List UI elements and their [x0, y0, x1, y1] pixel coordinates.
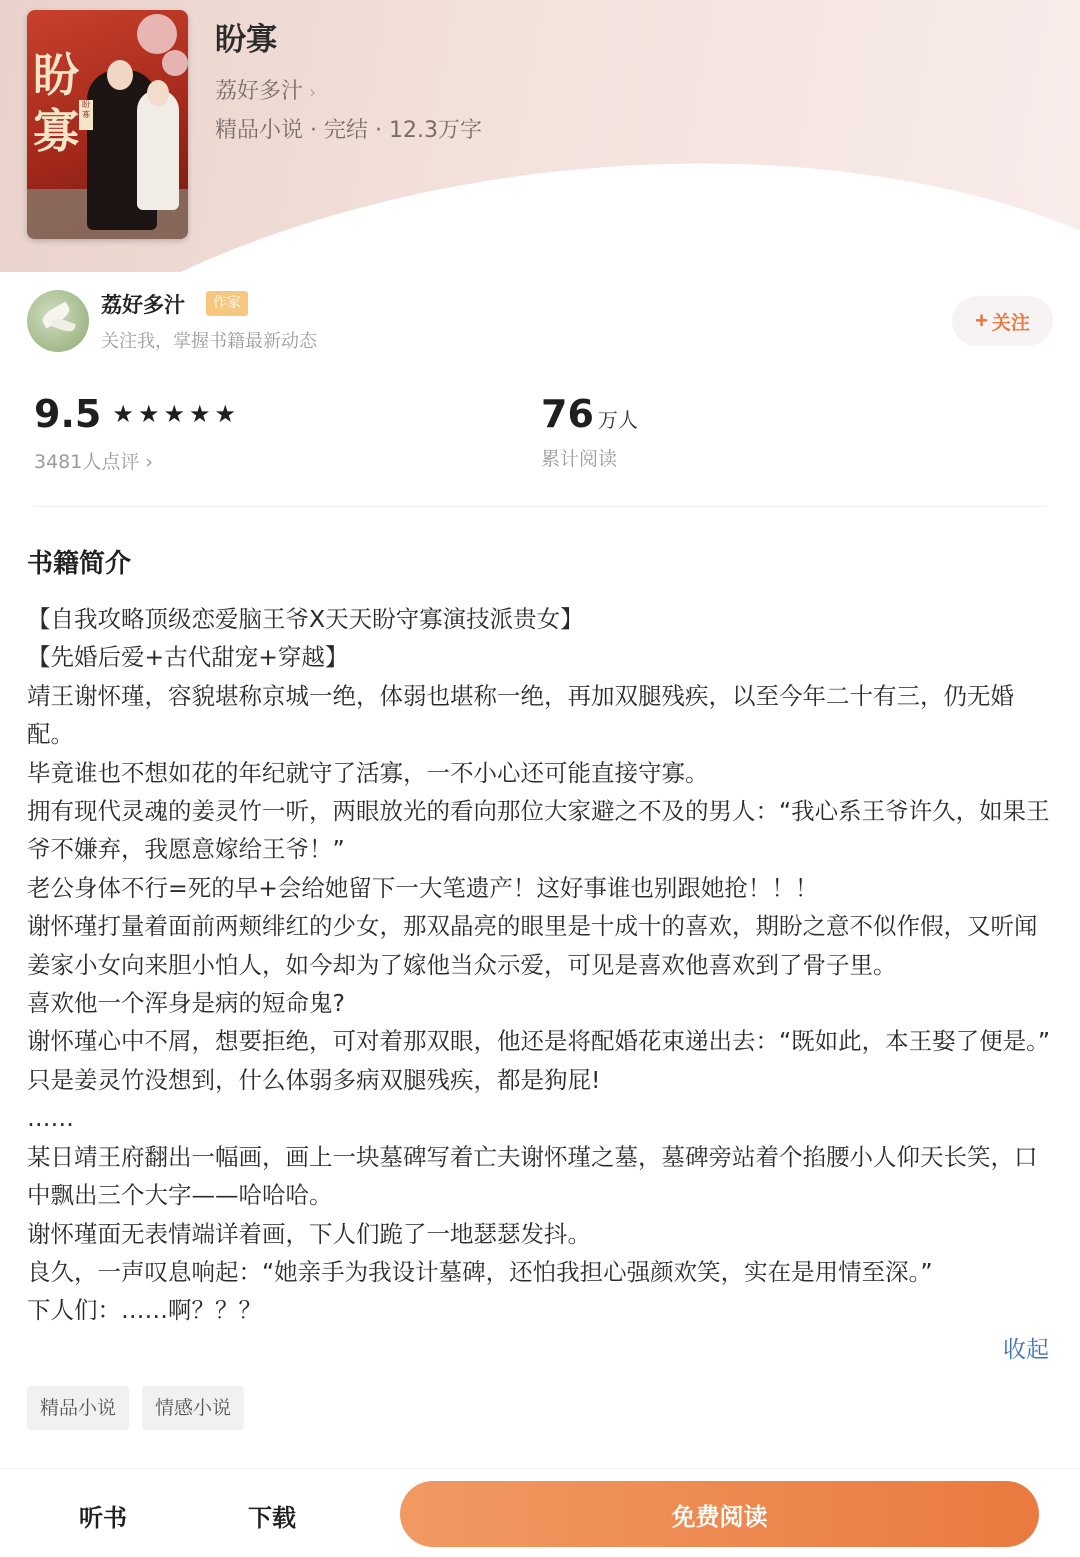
divider	[34, 506, 1046, 507]
author-card[interactable]	[27, 288, 1053, 354]
intro-paragraph: 只是姜灵竹没想到，什么体弱多病双腿残疾，都是狗屁!	[27, 1065, 601, 1094]
chevron-right-icon: ›	[309, 82, 317, 103]
reads-unit: 万人	[597, 408, 638, 432]
star-icon: ★	[137, 400, 160, 428]
rating-stars	[112, 400, 240, 428]
book-author-name: 荔好多汁	[215, 79, 304, 104]
bottom-action-bar	[0, 1468, 1080, 1557]
star-icon: ★	[112, 400, 134, 428]
book-header	[0, 0, 1080, 272]
author-avatar[interactable]	[27, 290, 89, 352]
intro-paragraph: 【自我攻略顶级恋爱脑王爷X天天盼守寡演技派贵女】	[27, 605, 584, 633]
free-read-button[interactable]: 免费阅读	[400, 1481, 1039, 1547]
intro-paragraph: 谢怀瑾打量着面前两颊绯红的少女，那双晶亮的眼里是十成十的喜欢，期盼之意不似作假，又听闻姜家小女向来胆小怕人，如今却为了嫁他当众示爱，可见是喜欢他喜欢到了骨子里。	[27, 912, 1038, 979]
intro-paragraph: 下人们：……啊？？？	[27, 1296, 262, 1325]
author-subtitle: 关注我，掌握书籍最新动态	[101, 331, 317, 352]
rating-stat	[34, 392, 240, 436]
cover-figure-woman	[137, 90, 179, 210]
cover-title-char: 寡	[33, 104, 79, 158]
intro-paragraph: 谢怀瑾心中不屑，想要拒绝，可对着那双眼，他还是将配婚花束递出去：“既如此，本王娶了便是。”	[27, 1027, 1051, 1056]
cover-title-char: 盼	[33, 48, 79, 102]
cover-face	[147, 80, 169, 106]
tag-chip[interactable]: 精品小说	[27, 1386, 129, 1430]
download-button[interactable]: 下载	[248, 1504, 296, 1532]
book-meta: 精品小说 · 完结 · 12.3万字	[215, 118, 482, 143]
intro-paragraph: 喜欢他一个浑身是病的短命鬼?	[27, 989, 345, 1018]
reads-stat	[541, 392, 638, 436]
cover-blossom	[162, 50, 188, 76]
rating-value: 9.5	[34, 392, 102, 436]
cover-blossom	[137, 14, 177, 54]
reads-label: 累计阅读	[541, 448, 618, 470]
intro-paragraph: 老公身体不行=死的早+会给她留下一大笔遗产！这好事谁也别跟她抢！！！	[27, 873, 819, 902]
cover-face	[107, 60, 133, 90]
book-author-link[interactable]	[215, 74, 316, 105]
reads-value: 76	[541, 392, 594, 436]
intro-paragraph: 某日靖王府翻出一幅画，画上一块墓碑写着亡夫谢怀瑾之墓，墓碑旁站着个掐腰小人仰天长笑，口中飘出三个大字——哈哈哈。	[27, 1142, 1038, 1210]
intro-paragraph: 毕竟谁也不想如花的年纪就守了活寡，一不小心还可能直接守寡。	[27, 758, 709, 787]
intro-paragraph: 靖王谢怀瑾，容貌堪称京城一绝，体弱也堪称一绝，再加双腿残疾，以至今年二十有三，仍无婚配。	[27, 681, 1014, 749]
intro-paragraph: ……	[27, 1104, 74, 1133]
cover-stamp: 盼寡	[79, 100, 93, 130]
follow-label: 关注	[991, 312, 1030, 334]
intro-paragraph: 良久，一声叹息响起：“她亲手为我设计墓碑，还怕我担心强颜欢笑，实在是用情至深。”	[27, 1257, 933, 1286]
intro-paragraph: 谢怀瑾面无表情端详着画，下人们跪了一地瑟瑟发抖。	[27, 1219, 591, 1248]
reviews-link[interactable]: 3481人点评 ›	[34, 451, 153, 473]
intro-title: 书籍简介	[27, 549, 132, 579]
avatar-leaf	[50, 316, 76, 334]
intro-text	[27, 600, 1057, 1330]
star-icon: ★	[163, 400, 185, 428]
follow-button[interactable]	[952, 296, 1053, 346]
author-badge: 作家	[206, 291, 248, 316]
intro-paragraph: 拥有现代灵魂的姜灵竹一听，两眼放光的看向那位大家避之不及的男人：“我心系王爷许久，如果王爷不嫌弃，我愿意嫁给王爷！”	[27, 797, 1050, 864]
intro-paragraph: 【先婚后爱+古代甜宠+穿越】	[27, 643, 349, 672]
collapse-link[interactable]: 收起	[1003, 1337, 1049, 1363]
book-title: 盼寡	[215, 22, 277, 58]
star-icon: ★	[188, 400, 211, 428]
tag-chip[interactable]: 情感小说	[142, 1386, 244, 1430]
plus-icon: +	[975, 308, 988, 333]
star-icon: ★	[214, 400, 236, 428]
listen-button[interactable]: 听书	[79, 1504, 127, 1532]
author-name: 荔好多汁	[101, 293, 185, 317]
tag-list	[27, 1386, 244, 1430]
book-cover[interactable]	[27, 10, 188, 239]
